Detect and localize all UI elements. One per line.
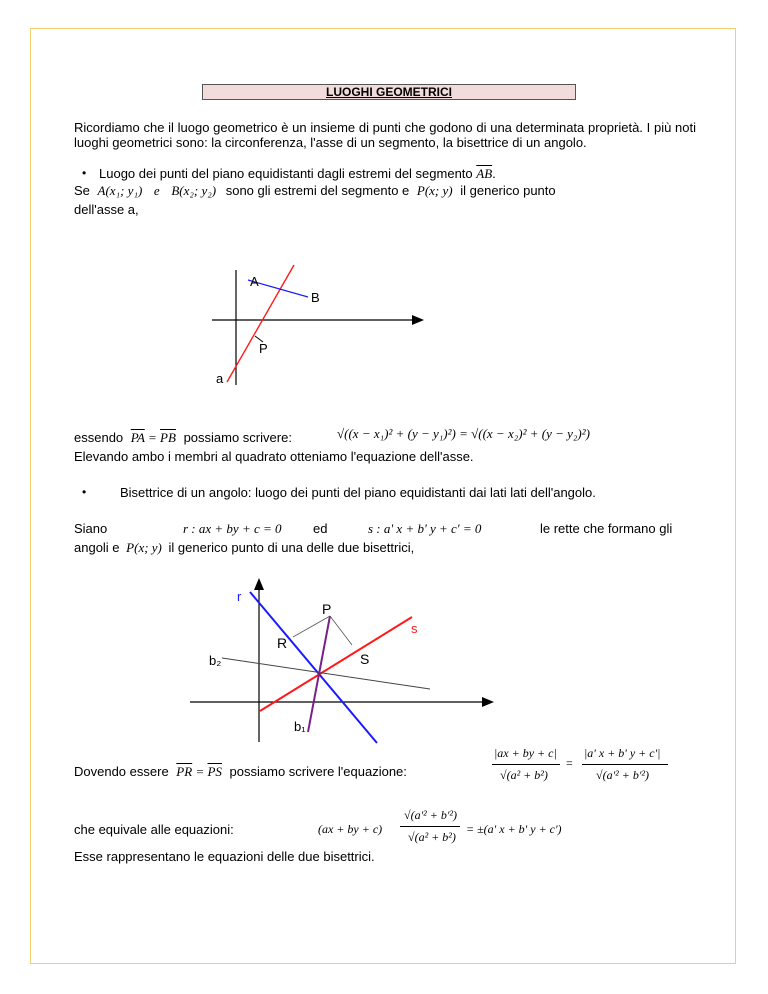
intro-paragraph: Ricordiamo che il luogo geometrico è un insieme di punti che godono di una determinata proprietà. I più noti luoghi geometrici sono: la circonferenza, l'asse di un segmento, la bisettrice di un angolo. bbox=[74, 120, 696, 150]
formula2-den-left: √(a² + b²) bbox=[500, 768, 548, 782]
fig2-label-S: S bbox=[360, 651, 370, 667]
formula-distance: √((x − x₁)² + (y − y₁)²) = √((x − x₂)² + (y − y₂)²) bbox=[337, 426, 590, 441]
fig1-axis-a bbox=[227, 265, 294, 382]
formula2-den-right: √(a'² + b'²) bbox=[596, 768, 650, 782]
formula2-bar-right bbox=[582, 764, 668, 765]
equation-r: r : ax + by + c = 0 bbox=[183, 521, 282, 536]
equivale-line: che equivale alle equazioni: bbox=[74, 822, 234, 837]
se-line-2: dell'asse a, bbox=[74, 202, 139, 217]
fig1-label-A: A bbox=[250, 274, 259, 289]
essendo-line: essendo $\overline{PA} = \overline{PB}$ possiamo scrivere: bbox=[74, 430, 292, 445]
se-line: Se A(x₁; y₁) e B(x₂; y₂) sono gli estremi del segmento e P(x; y) il generico punto bbox=[74, 183, 556, 198]
formula2-num-right: |a' x + b' y + c'| bbox=[584, 746, 661, 760]
bullet2-text: Bisettrice di un angolo: luogo dei punti del piano equidistanti dai lati lati dell'angolo. bbox=[120, 485, 596, 500]
fig2-bisector-b2 bbox=[222, 658, 430, 689]
equation-s: s : a' x + b' y + c' = 0 bbox=[368, 521, 482, 536]
fig2-segment-PR bbox=[293, 616, 330, 637]
bullet-dot: • bbox=[82, 166, 87, 180]
formula3-den: √(a² + b²) bbox=[408, 830, 456, 844]
ed-label: ed bbox=[313, 521, 328, 536]
siano-label: Siano bbox=[74, 521, 108, 536]
conclusion-line: Esse rappresentano le equazioni delle due bisettrici. bbox=[74, 849, 375, 864]
page-title: LUOGHI GEOMETRICI bbox=[202, 84, 576, 100]
siano-end: le rette che formano gli bbox=[540, 521, 673, 536]
fig1-label-B: B bbox=[311, 290, 320, 305]
fig2-label-b1: b₁ bbox=[294, 719, 306, 734]
fig2-label-b2: b₂ bbox=[209, 653, 222, 668]
angoli-line: angoli e P(x; y) il generico punto di una delle due bisettrici, bbox=[74, 540, 415, 555]
fig1-x-arrow bbox=[412, 315, 424, 325]
formula2-num-left: |ax + by + c| bbox=[494, 746, 557, 760]
fig2-y-arrow bbox=[254, 578, 264, 590]
formula3-bar bbox=[400, 826, 460, 827]
fig2-label-R: R bbox=[277, 635, 288, 651]
bullet1-text: Luogo dei punti del piano equidistanti dagli estremi del segmento $\overline{AB}$. bbox=[99, 166, 496, 181]
fig1-label-P: P bbox=[259, 341, 268, 356]
formula2-bar-left bbox=[492, 764, 560, 765]
fig2-label-r: r bbox=[237, 589, 242, 604]
formula3-num: √(a'² + b'²) bbox=[404, 808, 458, 822]
formula3-left: (ax + by + c) bbox=[318, 822, 383, 836]
fig2-label-P: P bbox=[322, 601, 332, 617]
formula2-equals: = bbox=[566, 756, 573, 770]
fig2-segment-PS bbox=[330, 616, 352, 645]
formula3-right: = ±(a' x + b' y + c') bbox=[466, 822, 562, 836]
fig2-label-s: s bbox=[411, 621, 418, 636]
bullet-dot-2: • bbox=[82, 485, 87, 499]
fig1-label-a: a bbox=[216, 371, 224, 386]
fig2-line-r bbox=[250, 592, 377, 743]
elevando-line: Elevando ambo i membri al quadrato otteniamo l'equazione dell'asse. bbox=[74, 449, 474, 464]
fig2-x-arrow bbox=[482, 697, 494, 707]
dovendo-line: Dovendo essere $\overline{PR} = \overline{PS}$ possiamo scrivere l'equazione: bbox=[74, 764, 407, 779]
